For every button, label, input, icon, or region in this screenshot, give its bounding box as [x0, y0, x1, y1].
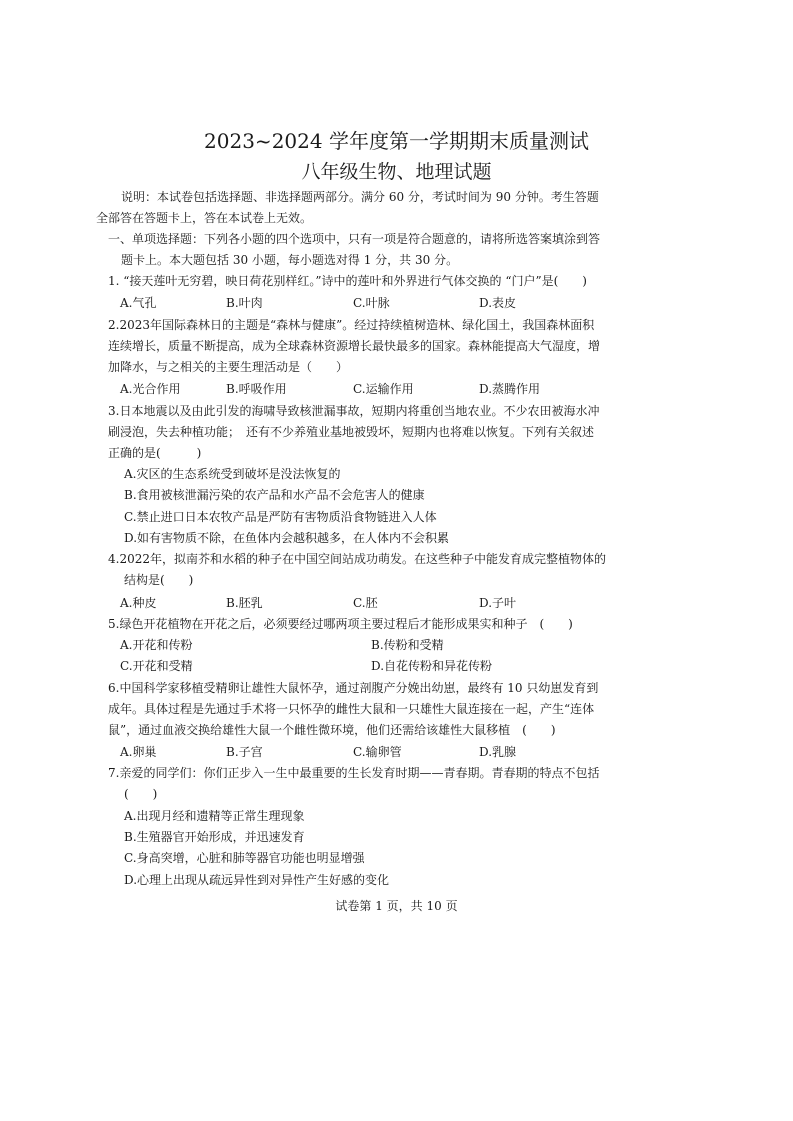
question-text: 刷浸泡，失去种植功能； 还有不少养殖业基地被毁坏，短期内也将难以恢复。下列有关叙述: [108, 425, 595, 439]
option-d: D.表皮: [479, 296, 517, 310]
question-text: 正确的是( ): [108, 446, 202, 460]
option-c: C.身高突增，心脏和肺等器官功能也明显增强: [124, 851, 365, 865]
option-a: A.气孔: [120, 296, 157, 310]
option-c: C.运输作用: [353, 382, 414, 396]
option-a: A.灾区的生态系统受到破坏是没法恢复的: [124, 467, 341, 481]
option-c: C.开花和受精: [120, 659, 193, 673]
option-b: B.食用被核泄漏污染的农产品和水产品不会危害人的健康: [124, 488, 425, 502]
question-text: 2.2023年国际森林日的主题是“森林与健康”。经过持续植树造林、绿化国土，我国森林面积: [108, 318, 595, 332]
option-d: D.心理上出现从疏远异性到对异性产生好感的变化: [124, 873, 390, 887]
option-d: D.乳腺: [479, 745, 517, 759]
option-d: D.自花传粉和异花传粉: [371, 659, 493, 673]
question-text: 5.绿色开花植物在开花之后，必须要经过哪两项主要过程后才能形成果实和种子 ( ): [108, 617, 573, 631]
question-text: 1. “接天莲叶无穷碧，映日荷花别样红。”诗中的莲叶和外界进行气体交换的 “门户”是( ): [108, 274, 587, 288]
question-text: 成年。具体过程是先通过手术将一只怀孕的雌性大鼠和一只雄性大鼠连接在一起，产生“连体: [108, 702, 595, 716]
option-d: D.蒸腾作用: [479, 382, 541, 396]
option-c: C.叶脉: [353, 296, 390, 310]
option-c: C.胚: [353, 596, 378, 610]
question-text: 鼠”，通过血液交换给雄性大鼠一个雌性微环境，他们还需给该雄性大鼠移植 ( ): [108, 723, 556, 737]
question-text: 4.2022年，拟南芥和水稻的种子在中国空间站成功萌发。在这些种子中能发育成完整植物体的: [108, 552, 606, 566]
option-a: A.出现月经和遗精等正常生理现象: [124, 809, 305, 823]
option-d: D.如有害物质不除，在鱼体内会越积越多，在人体内不会积累: [124, 531, 450, 545]
option-c: C.输卵管: [353, 745, 402, 759]
option-a: A.卵巢: [120, 745, 157, 759]
option-a: A.开花和传粉: [120, 638, 193, 652]
question-text: ( ): [124, 787, 158, 801]
option-b: B.叶肉: [226, 296, 263, 310]
option-b: B.呼吸作用: [226, 382, 287, 396]
section-heading: 一、单项选择题：下列各小题的四个选项中，只有一项是符合题意的，请将所选答案填涂到答: [108, 232, 601, 246]
option-a: A.种皮: [120, 596, 157, 610]
question-text: 7.亲爱的同学们：你们正步入一生中最重要的生长发育时期——青春期。青春期的特点不包括: [108, 766, 600, 780]
option-b: B.子宫: [226, 745, 263, 759]
instructions-line: 全部答在答题卡上，答在本试卷上无效。: [96, 211, 313, 225]
option-b: B.传粉和受精: [371, 638, 444, 652]
question-text: 3.日本地震以及由此引发的海啸导致核泄漏事故，短期内将重创当地农业。不少农田被海水冲: [108, 404, 600, 418]
exam-subtitle: 八年级生物、地理试题: [301, 161, 492, 183]
option-d: D.子叶: [479, 596, 517, 610]
question-text: 连续增长，质量不断提高，成为全球森林资源增长最快最多的国家。森林能提高大气湿度，增: [108, 339, 601, 353]
page-footer: 试卷第 1 页，共 10 页: [335, 899, 458, 913]
exam-title: 2023~2024 学年度第一学期期末质量测试: [204, 129, 589, 153]
option-b: B.生殖器官开始形成，并迅速发育: [124, 830, 305, 844]
question-text: 加降水，与之相关的主要生理活动是（ ）: [108, 360, 349, 374]
instructions-line: 说明：本试卷包括选择题、非选择题两部分。满分 60 分，考试时间为 90 分钟。考生答题: [121, 190, 599, 204]
option-a: A.光合作用: [120, 382, 181, 396]
section-heading: 题卡上。本大题包括 30 小题，每小题选对得 1 分，共 30 分。: [121, 253, 459, 267]
option-b: B.胚乳: [226, 596, 263, 610]
question-text: 结构是( ): [124, 573, 194, 587]
option-c: C.禁止进口日本农牧产品是严防有害物质沿食物链进入人体: [124, 510, 437, 524]
question-text: 6.中国科学家移植受精卵让雄性大鼠怀孕，通过剖腹产分娩出幼崽，最终有 10 只幼崽发育到: [108, 681, 599, 695]
